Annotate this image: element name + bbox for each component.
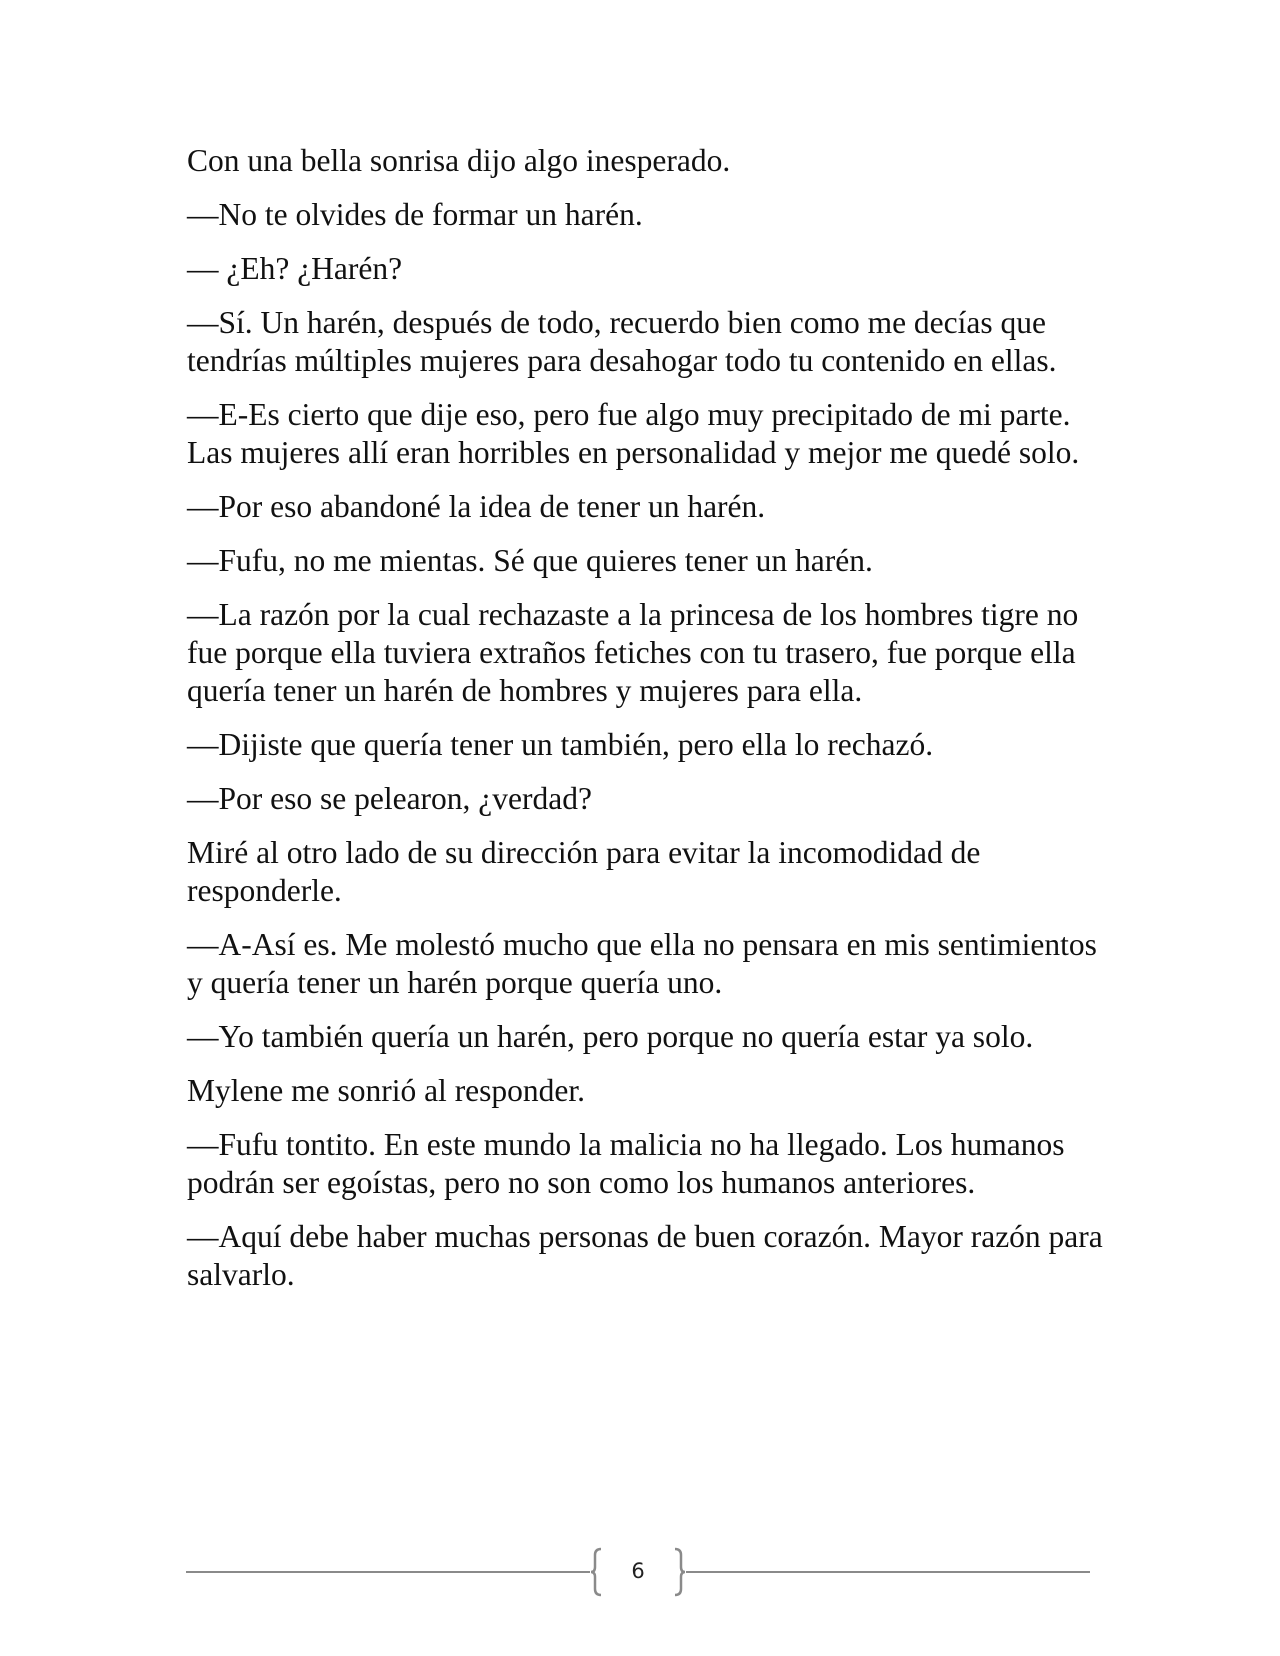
paragraph: —Por eso abandoné la idea de tener un harén.: [187, 489, 766, 524]
paragraph: Con una bella sonrisa dijo algo inesperado.: [187, 143, 731, 178]
paragraph: —Por eso se pelearon, ¿verdad?: [187, 781, 592, 816]
paragraph: —E-Es cierto que dije eso, pero fue algo muy precipitado de mi parte. Las mujeres allí eran horribles en personalidad y mejor me quedé solo.: [187, 397, 1080, 470]
body-text: [187, 142, 1107, 1310]
paragraph: Miré al otro lado de su dirección para evitar la incomodidad de responderle.: [187, 835, 981, 908]
paragraph: —Fufu tontito. En este mundo la malicia no ha llegado. Los humanos podrán ser egoístas, pero no son como los humanos anteriores.: [187, 1127, 1065, 1200]
left-brace-icon: [590, 1547, 604, 1597]
right-brace-icon: [672, 1547, 686, 1597]
paragraph: —Yo también quería un harén, pero porque no quería estar ya solo.: [187, 1019, 1034, 1054]
paragraph: —Aquí debe haber muchas personas de buen corazón. Mayor razón para salvarlo.: [187, 1219, 1103, 1292]
paragraph: —Fufu, no me mientas. Sé que quieres tener un harén.: [187, 543, 873, 578]
footer-rule-left: [186, 1571, 590, 1573]
page-number: 6: [631, 1559, 645, 1583]
paragraph: —Dijiste que quería tener un también, pero ella lo rechazó.: [187, 727, 934, 762]
paragraph: — ¿Eh? ¿Harén?: [187, 251, 403, 286]
footer-rule-right: [686, 1571, 1090, 1573]
paragraph: —Sí. Un harén, después de todo, recuerdo bien como me decías que tendrías múltiples mujeres para desahogar todo tu contenido en ellas.: [187, 305, 1057, 378]
paragraph: —No te olvides de formar un harén.: [187, 197, 643, 232]
page-footer: [186, 1547, 1090, 1597]
paragraph: Mylene me sonrió al responder.: [187, 1073, 586, 1108]
paragraph: —A-Así es. Me molestó mucho que ella no pensara en mis sentimientos y quería tener un harén porque quería uno.: [187, 927, 1097, 1000]
paragraph: —La razón por la cual rechazaste a la princesa de los hombres tigre no fue porque ella tuviera extraños fetiches con tu trasero, fue porque ella quería tener un harén de hombres y mujeres para ella.: [187, 597, 1079, 708]
